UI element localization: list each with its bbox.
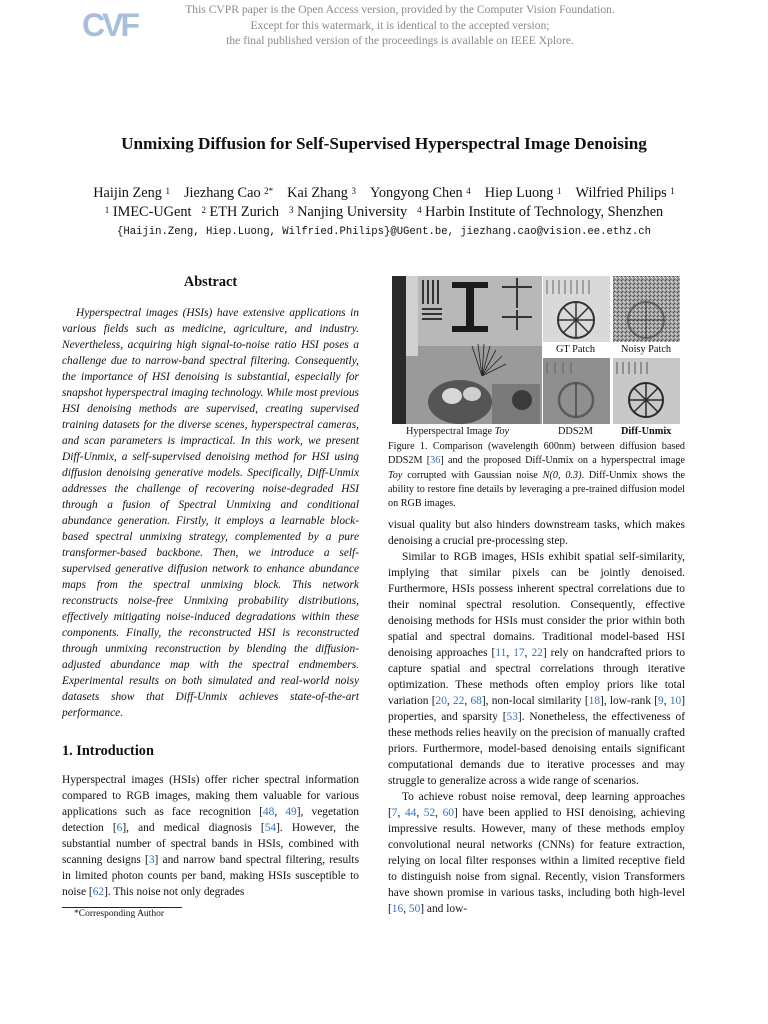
affiliation: $^4$ Harbin Institute of Technology, Shenzhen xyxy=(417,204,664,220)
figure-label-diff-unmix: Diff-Unmix xyxy=(621,426,672,437)
abstract-text: Hyperspectral images (HSIs) have extensive applications in various fields such as medicine, agriculture, and industry. Nevertheless, acquiring high signal-to-noise ratio HSI poses a challenge due to narrow-band spectral filtering. Consequently, the importance of HSI denoising is substantial, especially for snapshot hyperspectral imaging technology. While most previous HSI denoising methods are supervised, creating supervised training datasets for the diverse scenes, hyperspectral cameras, and scan parameters is impractical. In this work, we present Diff-Unmix, a self-supervised denoising method for HSI using diffusion denoising generative models. Specifically, Diff-Unmix addresses the challenge of recovering noise-degraded HSI through a fusion of Spectral Unmixing and conditional abundance generation. Firstly, it employs a learnable block-based spectral unmixing strategy, complemented by a pure transformer-based backbone. Then, we introduce a self-supervised generative diffusion network to enhance abundance maps from the spectral unmixing block. This network reconstructs noise-free Unmixing probability distributions, effectively mitigating noise-induced degradations within these components. Finally, the reconstructed HSI is reconstructed through unmixing reconstruction by blending the diffusion-adjusted abundance map with the spectral endmembers. Experimental results on both simulated and real-world noisy datasets show that Diff-Unmix achieves state-of-the-art performance. xyxy=(62,307,359,719)
citation-link[interactable]: 10 xyxy=(669,695,682,708)
hyperspectral-image-toy xyxy=(392,276,542,424)
citation-link[interactable]: 16 xyxy=(391,903,404,916)
footnote: *Corresponding Author xyxy=(74,909,164,919)
watermark-line: This CVPR paper is the Open Access version, provided by the Computer Vision Foundation. xyxy=(185,3,615,16)
citation-link[interactable]: 9 xyxy=(658,695,664,708)
citation-link[interactable]: 20 xyxy=(435,695,447,708)
citation-link[interactable]: 11 xyxy=(495,647,507,660)
citation-link[interactable]: 49 xyxy=(285,806,297,818)
watermark-line: the final published version of the proceedings is available on IEEE Xplore. xyxy=(226,34,574,47)
open-access-watermark xyxy=(150,2,650,49)
citation-link[interactable]: 54 xyxy=(264,822,277,834)
citation-link[interactable]: 48 xyxy=(262,806,275,818)
citation-link[interactable]: 22 xyxy=(452,695,465,708)
citation-link[interactable]: 7 xyxy=(391,807,398,820)
author-name: Kai Zhang $^3$ xyxy=(287,185,356,201)
italic-text: Toy xyxy=(388,469,403,481)
figure-caption: Figure 1. Comparison (wavelength 600nm) between diffusion based DDS2M [36] and the proposed Diff-Unmix on a hyperspectral image Toy corrupted with Gaussian noise N(0, 0.3). Diff-Unmix shows the ability to restore fine details by leveraging a pre-trained diffusion model on RGB images. xyxy=(388,441,686,510)
citation-link[interactable]: 44 xyxy=(404,807,417,820)
figure-label-gt: GT Patch xyxy=(556,344,595,355)
affiliation: $^3$ Nanjing University xyxy=(289,204,408,220)
citation-link[interactable]: 68 xyxy=(470,695,482,708)
author-name: Haijin Zeng $^1$ xyxy=(93,185,170,201)
citation-link[interactable]: 3 xyxy=(148,854,155,866)
figure-label-dds2m: DDS2M xyxy=(558,426,593,437)
svg-text:CVF: CVF xyxy=(82,7,137,42)
author-emails: {Haijin.Zeng, Hiep.Luong, Wilfried.Philips}@UGent.be, jiezhang.cao@vision.ee.ethz.ch xyxy=(116,226,651,238)
author-list xyxy=(0,184,768,203)
author-name: Hiep Luong $^1$ xyxy=(484,185,562,201)
citation-link[interactable]: 50 xyxy=(408,903,421,916)
citation-link[interactable]: 6 xyxy=(116,822,123,834)
affiliation: $^2$ ETH Zurich xyxy=(201,204,280,220)
figure-label-noisy: Noisy Patch xyxy=(621,344,672,355)
diff-unmix-result-image xyxy=(613,358,680,424)
body-paragraph: visual quality but also hinders downstream tasks, which makes denoising a crucial pre-processing step. xyxy=(388,519,685,548)
citation-link[interactable]: 18 xyxy=(588,695,601,708)
footnote-rule xyxy=(62,907,182,908)
figure-label-main-text: Hyperspectral Image xyxy=(406,426,495,437)
body-paragraph: Similar to RGB images, HSIs exhibit spatial self-similarity, implying that similar pixels can be jointly denoised. Furthermore, HSIs possess inherent spectral correlations due to their nominal spectral resolution. Consequently, effective denoising methods for HSIs must consider the prior within both spatial and spectral domains. Traditional model-based HSI denoising approaches [11, 17, 22] rely on handcrafted priors to capture spatial and spectral correlations through iterative optimization. These methods often employ priors like total variation [20, 22, 68], non-local similarity [18], low-rank [9, 10] properties, and sparsity [53]. Nonetheless, the effectiveness of these methods relies heavily on the precision of manually crafted priors. Furthermore, model-based denoising entails significant computational demands due to iterative processes and may struggle to generalize across a wide range of scenarios. xyxy=(388,551,686,788)
citation-link[interactable]: 17 xyxy=(513,647,525,660)
figure-1 xyxy=(388,274,685,437)
section-heading-introduction: 1. Introduction xyxy=(62,743,154,759)
paper-title: Unmixing Diffusion for Self-Supervised Hyperspectral Image Denoising xyxy=(121,134,647,153)
citation-link[interactable]: 52 xyxy=(423,807,436,820)
right-column xyxy=(388,274,685,917)
citation-link[interactable]: 53 xyxy=(506,711,518,724)
abstract-heading: Abstract xyxy=(183,274,238,290)
author-name: Yongyong Chen $^4$ xyxy=(370,185,471,201)
gt-patch-image xyxy=(543,276,610,342)
body-paragraph: To achieve robust noise removal, deep learning approaches [7, 44, 52, 60] have been applied to HSI denoising, achieving impressive results. However, many of these methods employ convolutional neural networks (CNNs) for feature extraction, relying on local filter responses within a limited receptive field to distinguish noise from signal. Recently, vision Transformers have shown promise in various tasks, including both high-level [16, 50] and low- xyxy=(388,791,685,916)
watermark-line: Except for this watermark, it is identical to the accepted version; xyxy=(250,18,550,32)
citation-link[interactable]: 60 xyxy=(442,807,454,820)
citation-link[interactable]: 36 xyxy=(430,455,441,467)
citation-link[interactable]: 22 xyxy=(531,647,543,660)
italic-text: N(0, 0.3) xyxy=(542,469,582,481)
dds2m-result-image xyxy=(543,358,610,424)
left-column xyxy=(62,274,359,900)
author-name: Wilfried Philips $^1$ xyxy=(575,185,675,201)
author-name: Jiezhang Cao $^{2*}$ xyxy=(183,185,274,201)
citation-link[interactable]: 62 xyxy=(92,886,105,898)
affiliation: $^1$ IMEC-UGent xyxy=(104,204,192,220)
intro-paragraph: Hyperspectral images (HSIs) offer richer spectral information compared to RGB images, making them valuable for various applications such as face recognition [48, 49], vegetation detection [6], and medical diagnosis [54]. However, the substantial number of spectral bands in HSIs, combined with scanning designs [3] and narrow band spectral filtering, results in limited photon counts per band, making HSIs susceptible to noise [62]. This noise not only degrades xyxy=(62,774,360,898)
figure-label-main-italic: Toy xyxy=(494,426,510,437)
affiliation-list xyxy=(0,203,768,222)
noisy-patch-image xyxy=(613,276,680,342)
cvf-logo xyxy=(80,6,140,42)
figure-label-main xyxy=(406,426,509,437)
